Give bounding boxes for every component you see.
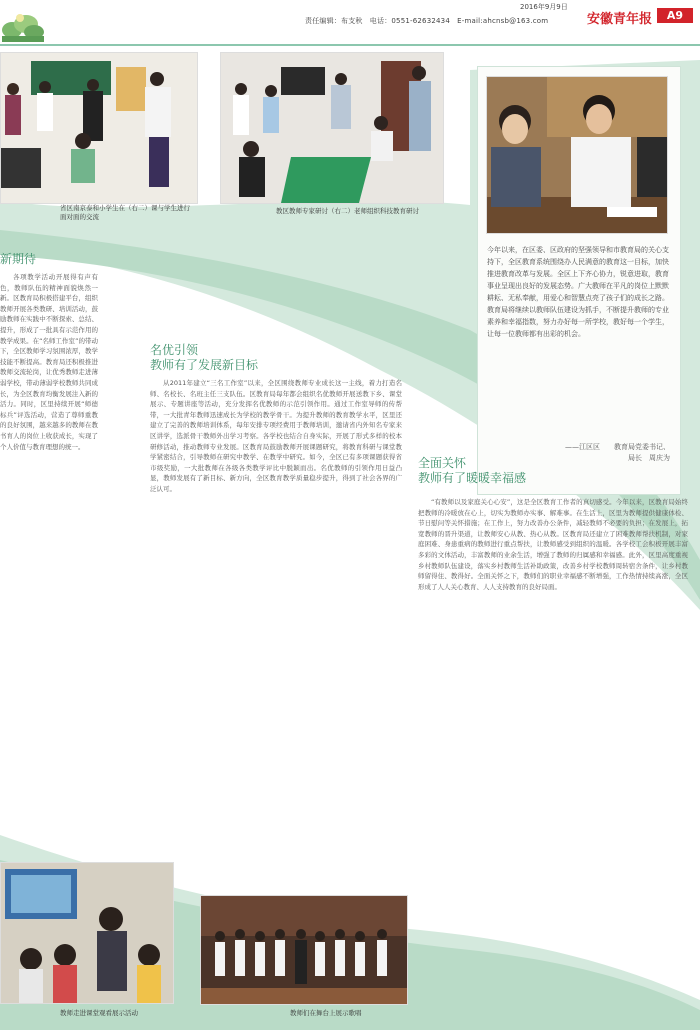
article-paragraph: 从2011年建立“三名工作室”以来，全区围绕教师专业成长这一主线，着力打造名师、名校长、名班主任三支队伍。区教育局每年都会组织名优教师开展送教下乡、课堂展示、专题讲座等活动，充分发挥名优教师的示范引领作用。通过工作室导师的传帮带，一大批青年教师迅速成长为学校的教学骨干。为提升教师的教育教学水平，区里还建立了完善的教师培训体系，每年安排专项经费用于教师培训，邀请省内外知名专家来区讲学，选派骨干教师外出学习考察。各学校也结合自身实际，开展了形式多样的校本研修活动，推动教师专业发展。区教育局鼓励教师开展课题研究，将教育科研与课堂教学紧密结合，引导教师在研究中教学、在教学中研究。如今，全区已有多项课题获得省市级奖励，一大批教师在各级各类教学评比中脱颖而出。名优教师的引领作用日益凸显，教师发展有了新目标、新方向，全区教育教学质量稳步提升，得到了社会各界的广泛认可。 — [150, 379, 402, 493]
article-column-mid — [150, 378, 402, 856]
photo-caption: 教师们在舞台上展示歌唱 — [290, 1009, 362, 1017]
issue-date: 2016年9月9日 — [520, 3, 568, 11]
photo-director-interview — [486, 76, 668, 234]
logo-icon — [0, 6, 46, 44]
heading-line: 教师有了发展新目标 — [150, 358, 259, 372]
newspaper-title: 安徽青年报 — [587, 12, 653, 27]
heading-line: 教师有了暖暖幸福感 — [418, 471, 527, 485]
photo-teacher-seminar — [220, 52, 444, 204]
heading-line: 名优引领 — [150, 343, 199, 357]
photo-stage-performance — [200, 895, 408, 1005]
photo-caption: 教区教师专家研讨（右二）老师组织科技教育研讨 — [276, 207, 419, 215]
page-header — [0, 0, 700, 48]
article-column-left — [0, 272, 98, 842]
photo-caption: 教师走进课堂观看展示活动 — [60, 1009, 138, 1017]
section-heading-left: 新期待 — [0, 252, 37, 266]
page-number: A9 — [657, 8, 693, 23]
photo-caption: 省区南京泰和小学生在（右二）课与学生进行面对面的交流 — [60, 204, 190, 221]
sidebar-quote-text: 今年以来，在区委、区政府的坚强领导和市教育局的关心支持下，全区教育系统围绕办人民满意的教育这一目标，加快推进教育改革与发展。全区上下齐心协力，锐意进取，教育事业呈现出良好的发展态势。广大教师在平凡的岗位上默默耕耘、无私奉献，用爱心和智慧点亮了孩子们的成长之路。教育局将继续以教师队伍建设为抓手，不断提升教师的专业素养和幸福指数，努力办好每一所学校，教好每一个学生，让每一位教师都有出彩的机会。 — [487, 246, 669, 338]
article-column-right — [418, 497, 688, 927]
article-paragraph: “有教师以及家庭关心心安”，这是全区教育工作者的真切感受。今年以来，区教育局始终把教师的冷暖放在心上，切实为教师办实事、解难事。在生活上，区里为教师提供健康体检、节日慰问等关怀措施；在工作上，努力改善办公条件，减轻教师不必要的负担；在发展上，拓宽教师的晋升渠道，让教师安心从教、热心从教。区教育局还建立了困难教师帮扶机制，对家庭困难、身患重病的教师进行重点帮扶，让教师感受到组织的温暖。各学校工会积极开展丰富多彩的文体活动，丰富教师的业余生活，增强了教师的归属感和幸福感。此外，区里高度重视乡村教师队伍建设，落实乡村教师生活补助政策，改善乡村学校教师周转宿舍条件，让乡村教师留得住、教得好。全面关怀之下，教师们的职业幸福感不断增强，工作热情持续高涨，全区形成了人人关心教育、人人支持教育的良好局面。 — [418, 498, 688, 591]
section-heading-mid — [150, 343, 258, 373]
photo-classroom-visit — [0, 52, 198, 204]
section-heading-right — [418, 456, 526, 486]
photo-students-class — [0, 862, 174, 1004]
editor-contact: 责任编辑：布支秋 电话：0551-62632434 E-mail:ahcnsb@163.com — [305, 17, 549, 25]
sidebar-signature: ——江区区 教育局党委书记、局长 周庆为 — [565, 443, 670, 462]
article-paragraph: 各项教学活动开展得有声有色，教师队伍的精神面貌焕然一新。区教育局积极搭建平台，组织教师开展各类教研、培训活动，鼓励教师在实践中不断探索、总结、提升，形成了一批具有示范作用的教学成果。在“名师工作室”的带动下，全区教师学习氛围浓厚，教学技能不断提高。教育局还积极推进教师交流轮岗，让优秀教师走进薄弱学校，带动薄弱学校教师共同成长，为全区教育均衡发展注入新的活力。同时，区里持续开展“师德标兵”评选活动，营造了尊师重教的良好氛围，越来越多的教师在教书育人的岗位上收获成长，实现了个人价值与教育理想的统一。 — [0, 273, 98, 451]
heading-line: 全面关怀 — [418, 456, 467, 470]
